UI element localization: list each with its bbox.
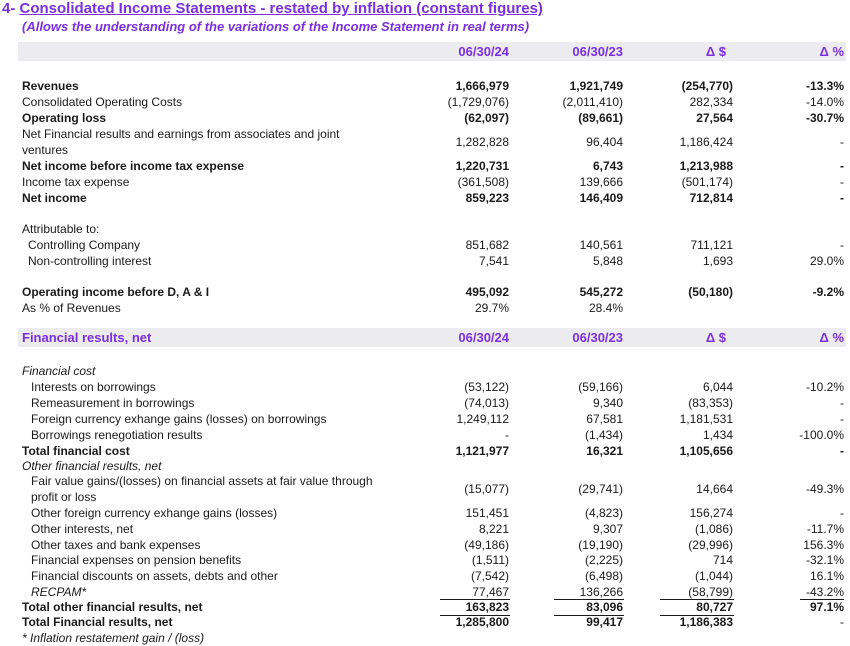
row-pension: Financial expenses on pension benefits (1,511) (2,225) 714 -32.1% [31,553,844,567]
col-header-delta-percent-b: Δ % [819,330,844,345]
row-net-income: Net income 859,223 146,409 712,814 - [22,191,844,205]
row-other-taxes: Other taxes and bank expenses (49,186) (19,190) (29,996) 156.3% [31,538,844,552]
statement-subtitle: (Allows the understanding of the variations of the Income Statement in real terms) [22,19,530,34]
financial-section-title: Financial results, net [22,330,152,345]
row-recpam: RECPAM* 77,467 136,266 (58,799) -43.2% [31,585,844,599]
footnote: * Inflation restatement gain / (loss) [22,631,205,645]
title-prefix: 4- [2,0,20,17]
row-income-tax: Income tax expense (361,508) 139,666 (501,174) - [22,175,844,189]
row-discounts: Financial discounts on assets, debts and other (7,542) (6,498) (1,044) 16.1% [31,569,844,583]
title-text: Consolidated Income Statements - restated by inflation (constant figures) [19,0,543,17]
row-interests-borrowings: Interests on borrowings (53,122) (59,166) 6,044 -10.2% [31,380,844,394]
row-fx-borrowings: Foreign currency exhange gains (losses) on borrowings 1,249,112 67,581 1,181,531 - [31,412,844,426]
col-header-2023-b: 06/30/23 [572,330,623,345]
row-fair-value: Fair value gains/(losses) on financial assets at fair value through profit or loss (15,077) (29,741) 14,664 -49.3% [31,474,844,504]
row-controlling-company: Controlling Company 851,682 140,561 711,121 - [28,238,844,252]
row-operating-loss: Operating loss (62,097) (89,661) 27,564 -30.7% [22,111,844,125]
col-header-delta-amount-b: Δ $ [705,330,726,345]
col-header-2024: 06/30/24 [458,44,509,59]
col-header-2024-b: 06/30/24 [458,330,509,345]
row-revenues: Revenues 1,666,979 1,921,749 (254,770) -13.3% [22,79,844,93]
col-header-delta-amount: Δ $ [705,44,726,59]
row-total-financial-results: Total Financial results, net 1,285,800 99,417 1,186,383 - [22,615,844,629]
row-operating-income-dai: Operating income before D, A & I 495,092 545,272 (50,180) -9.2% [22,285,844,299]
row-operating-costs: Consolidated Operating Costs (1,729,076) (2,011,410) 282,334 -14.0% [22,95,844,109]
row-other-interests: Other interests, net 8,221 9,307 (1,086) -11.7% [31,522,844,536]
row-percent-of-revenues: As % of Revenues 29.7% 28.4% [22,301,623,315]
row-income-before-tax: Net income before income tax expense 1,220,731 6,743 1,213,988 - [22,159,844,173]
row-other-fx: Other foreign currency exhange gains (losses) 151,451 (4,823) 156,274 - [31,506,844,520]
financial-header-row [0,330,850,346]
row-remeasurement: Remeasurement in borrowings (74,013) 9,340 (83,353) - [31,396,844,410]
col-header-delta-percent: Δ % [819,44,844,59]
row-non-controlling-interest: Non-controlling interest 7,541 5,848 1,693 29.0% [28,254,844,268]
row-total-other-financial: Total other financial results, net 163,823 83,096 80,727 97.1% [22,600,844,614]
col-header-2023: 06/30/23 [572,44,623,59]
statement-title [2,0,543,17]
row-renegotiation: Borrowings renegotiation results - (1,434) 1,434 -100.0% [31,428,844,442]
row-financial-cost-label: Financial cost [22,364,96,378]
row-attributable-label: Attributable to: [22,222,100,236]
row-other-financial-label: Other financial results, net [22,459,162,473]
column-header-row [0,44,850,60]
row-net-financial-results: Net Financial results and earnings from associates and joint ventures 1,282,828 96,404 1,186,424 - [22,127,844,157]
row-total-financial-cost: Total financial cost 1,121,977 16,321 1,105,656 - [22,444,844,458]
